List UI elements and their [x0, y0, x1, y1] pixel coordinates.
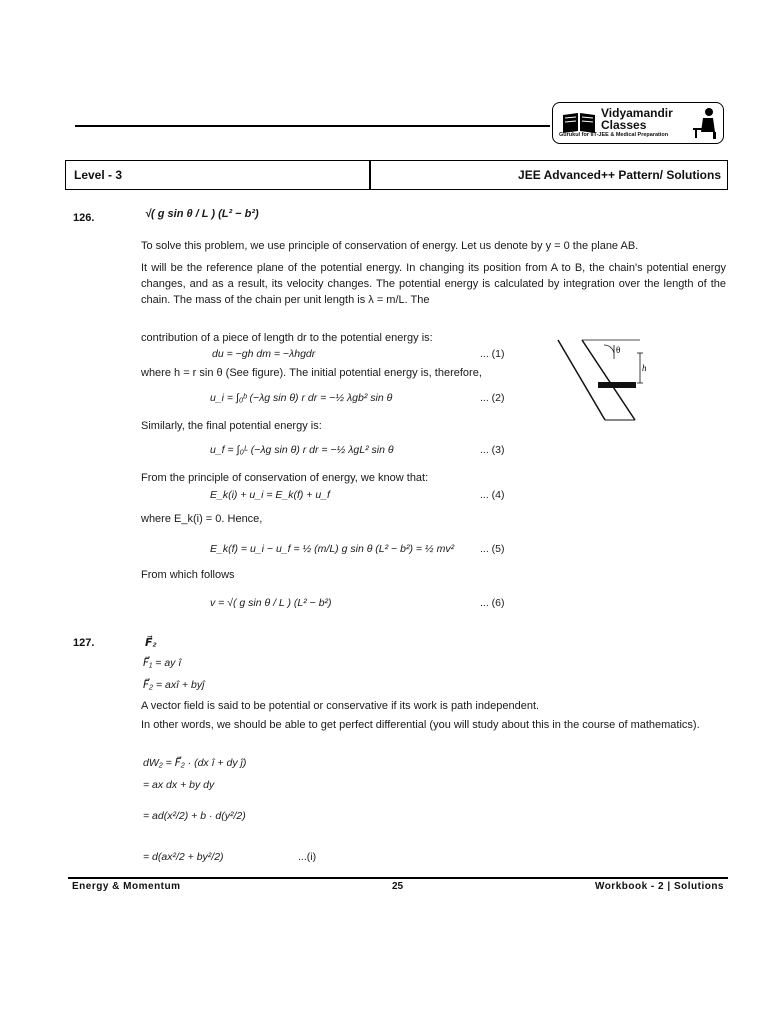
- q126-eq2: u_i = ∫₀ᵇ (−λg sin θ) r dr = −½ λgb² sin θ: [210, 392, 393, 404]
- q127-line3: = ad(x²/2) + b · d(y²/2): [143, 810, 246, 822]
- q126-number: 126.: [73, 212, 95, 224]
- logo-line2: Classes: [601, 118, 647, 132]
- q126-para1: To solve this problem, we use principle of conservation of energy. Let us denote by y = 0 the plane AB.: [141, 240, 639, 252]
- q127-line4: = d(ax²/2 + by²/2): [143, 851, 224, 863]
- q126-eq6-num: ... (6): [480, 597, 505, 609]
- level-label: Level - 3: [74, 168, 123, 182]
- q126-answer: √( g sin θ / L ) (L² − b²): [145, 208, 259, 220]
- q126-para6: From the principle of conservation of energy, we know that:: [141, 472, 429, 484]
- q126-eq3: u_f = ∫₀ᴸ (−λg sin θ) r dr = −½ λgL² sin θ: [210, 444, 394, 456]
- logo-tagline: Gurukul for IIT-JEE & Medical Preparation: [559, 132, 669, 138]
- q126-eq5: E_k(f) = u_i − u_f = ½ (m/L) g sin θ (L² − b²) = ½ mv²: [210, 543, 455, 555]
- q127-f1: F⃗₁ = ay î: [143, 657, 182, 669]
- header-rule: [75, 125, 550, 127]
- q126-para2: It will be the reference plane of the potential energy. In changing its position from A to B, the chain's potential energy changes, and as a result, its velocity changes. The potential energy is calculated by integration over the length of the chain. The mass of the chain per unit length is λ = m/L. The: [141, 262, 726, 306]
- q126-eq1-num: ... (1): [480, 348, 505, 360]
- q127-para2: In other words, we should be able to get perfect differential (you will study about this in the course of mathematics).: [141, 719, 700, 731]
- q127-f2: F⃗₂ = axî + byĵ: [143, 679, 205, 691]
- q127-line2: = ax dx + by dy: [143, 779, 215, 791]
- q126-para4: where h = r sin θ (See figure). The initial potential energy is, therefore,: [141, 367, 482, 379]
- chain-incline-figure: [540, 335, 650, 425]
- q126-eq6: v = √( g sin θ / L ) (L² − b²): [210, 597, 332, 609]
- q127-answer: F⃗₂: [145, 637, 157, 649]
- q126-eq4: E_k(i) + u_i = E_k(f) + u_f: [210, 489, 330, 501]
- footer-right: Workbook - 2 | Solutions: [594, 881, 724, 892]
- logo-box: [552, 102, 724, 144]
- q126-eq2-num: ... (2): [480, 392, 505, 404]
- fig-theta-label: θ: [616, 345, 621, 355]
- q126-eq1: du = −gh dm = −λhgdr: [212, 348, 316, 360]
- q127-para1: A vector field is said to be potential or conservative if its work is path independent.: [141, 700, 540, 712]
- fig-h-label: h: [642, 363, 647, 373]
- level-header: [65, 160, 728, 190]
- footer-rule: [68, 877, 728, 879]
- teacher-icon: [691, 106, 721, 140]
- q127-number: 127.: [73, 637, 95, 649]
- q126-eq3-num: ... (3): [480, 444, 505, 456]
- q126-para7: where E_k(i) = 0. Hence,: [141, 513, 263, 525]
- header-title: JEE Advanced++ Pattern/ Solutions: [518, 168, 721, 182]
- q126-eq5-num: ... (5): [480, 543, 505, 555]
- q126-para5: Similarly, the final potential energy is:: [141, 420, 322, 432]
- q126-eq4-num: ... (4): [480, 489, 505, 501]
- logo-line1: Vidyamandir: [601, 106, 673, 120]
- q127-line4-num: ...(i): [298, 851, 317, 863]
- q127-line1: dW₂ = F⃗₂ · (dx î + dy ĵ): [143, 757, 247, 769]
- header-divider: [369, 161, 371, 189]
- q126-para3: contribution of a piece of length dr to the potential energy is:: [141, 332, 433, 344]
- footer-left: Energy & Momentum: [72, 881, 181, 892]
- footer-page-number: 25: [392, 881, 404, 892]
- q126-para8: From which follows: [141, 569, 235, 581]
